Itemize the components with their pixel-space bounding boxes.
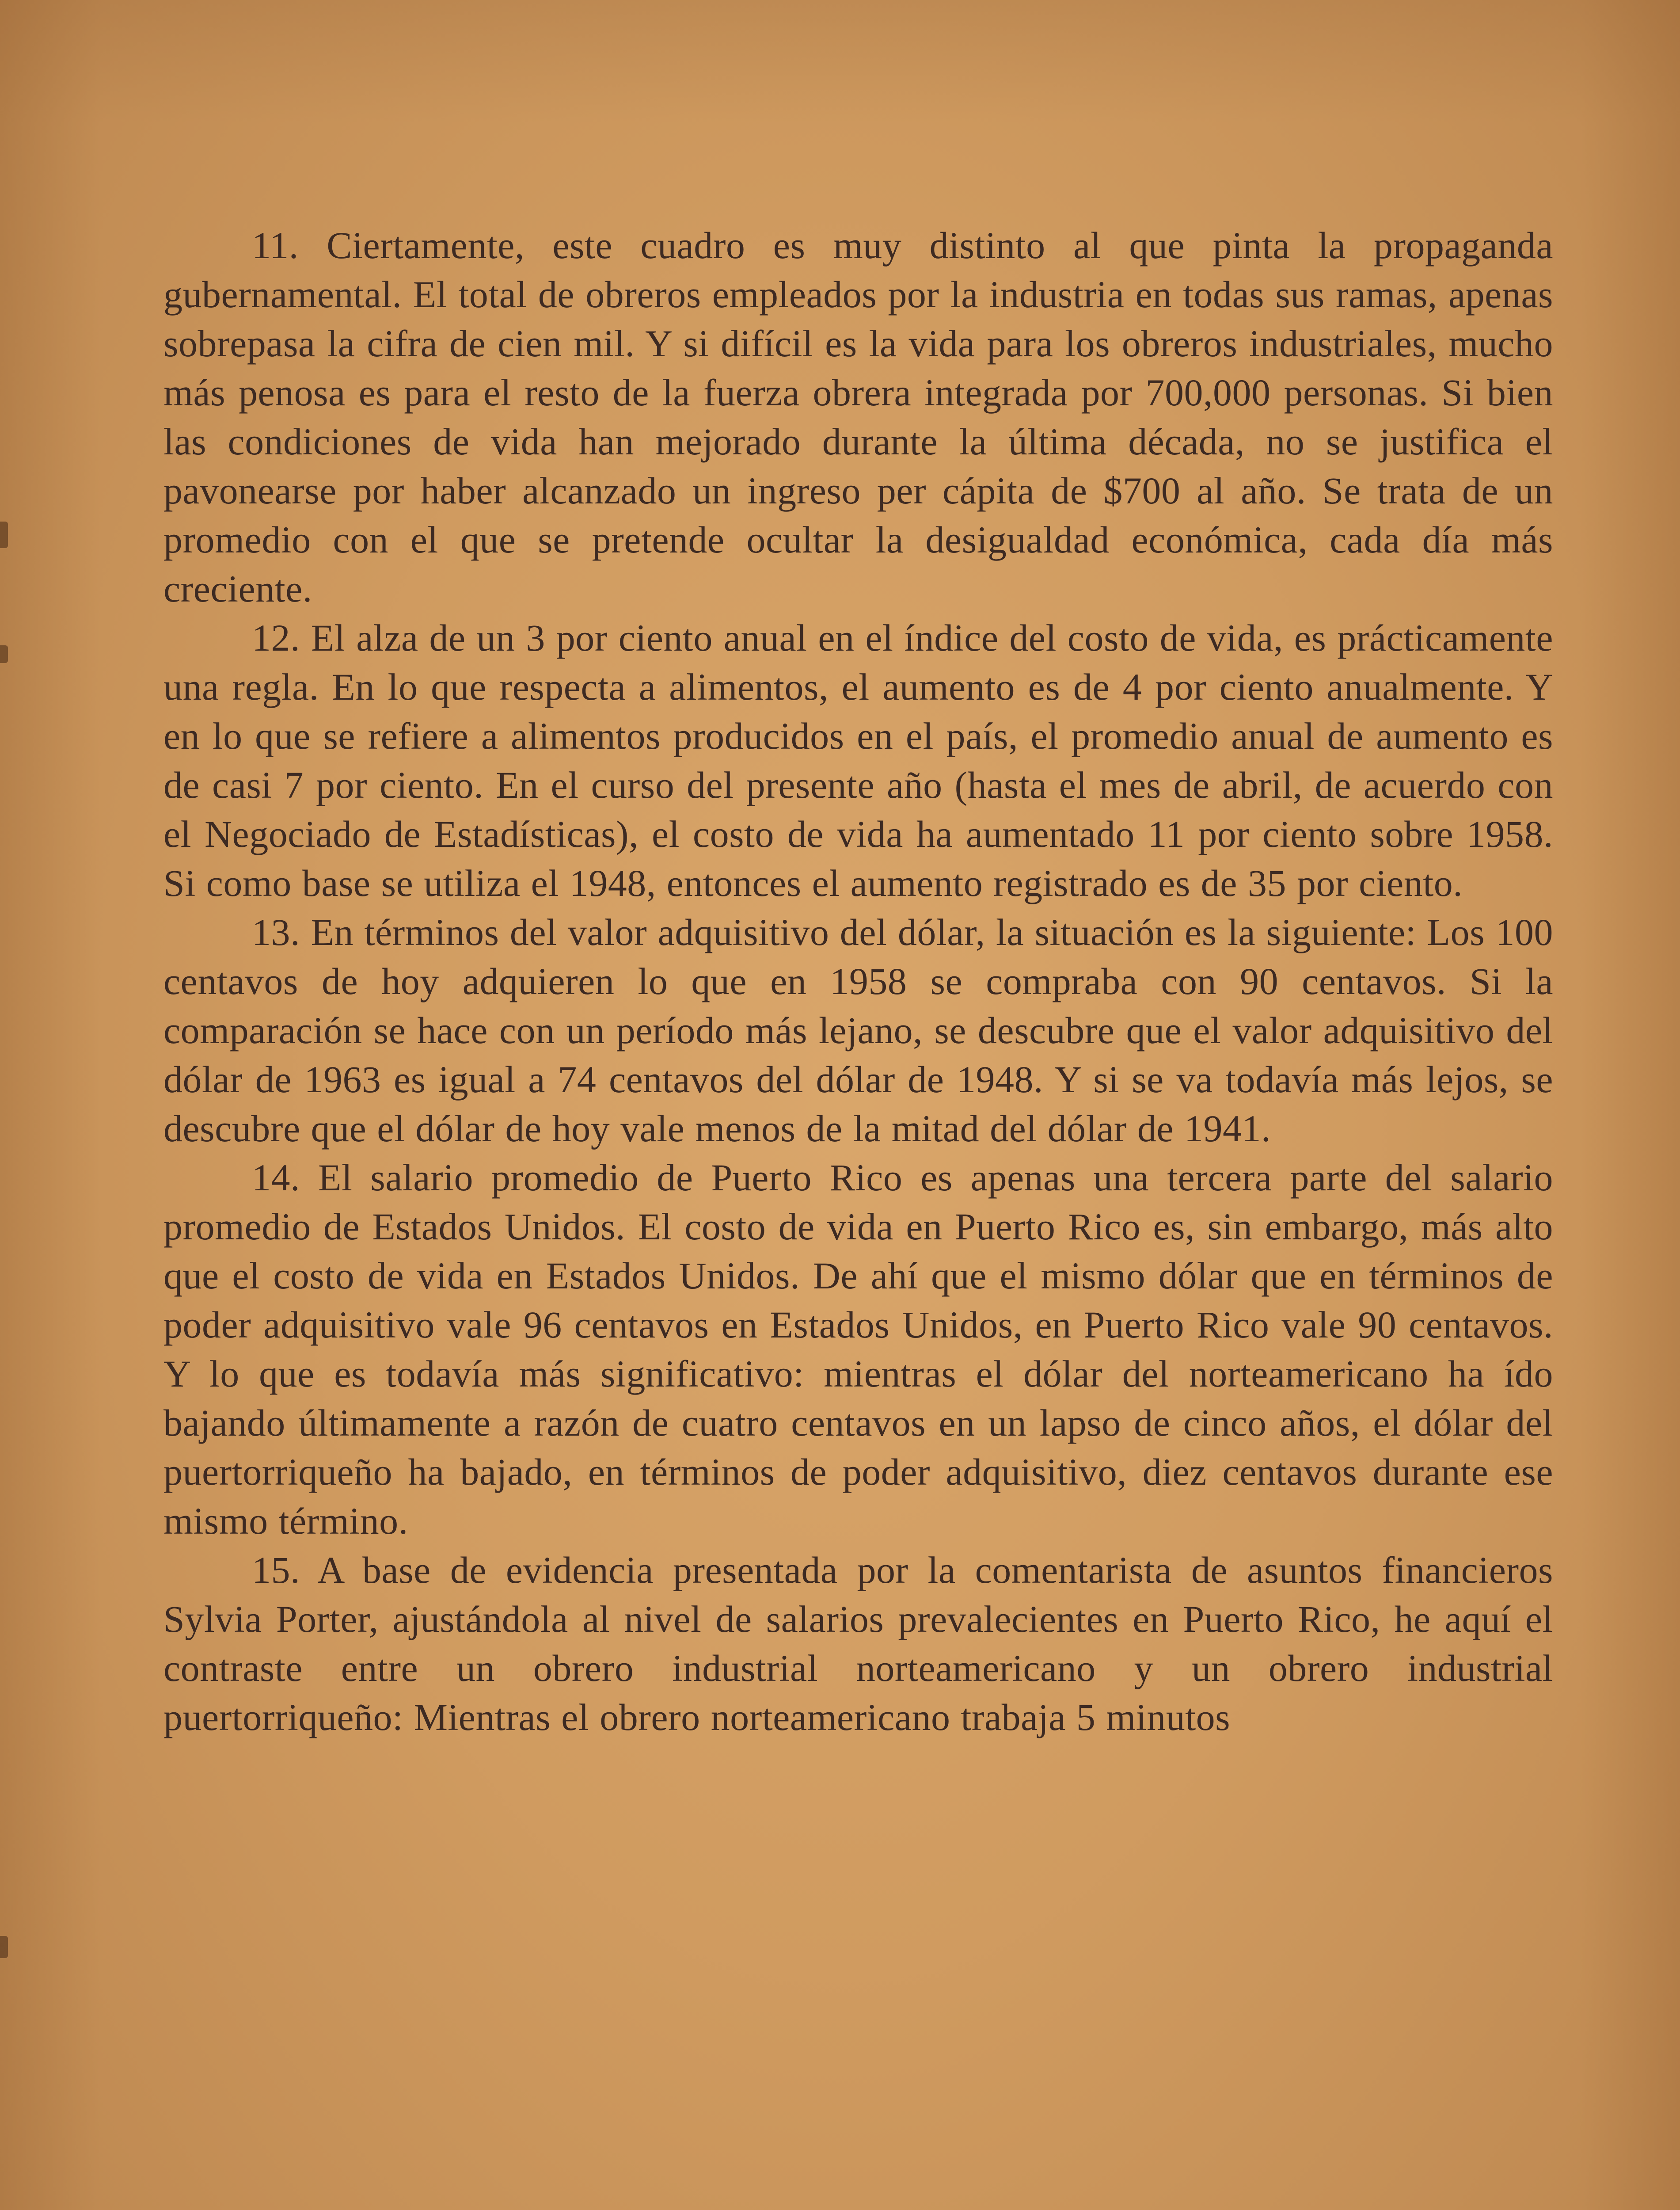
paragraph-number: 15. [252, 1549, 300, 1591]
paragraph-12 [163, 613, 1553, 908]
paragraph-13 [163, 908, 1553, 1153]
paragraph-number: 13. [252, 911, 300, 953]
page-edge-mark [0, 645, 8, 663]
paragraph-11 [163, 221, 1553, 613]
paragraph-number: 14. [252, 1156, 300, 1199]
paragraph-number: 12. [252, 617, 300, 659]
paragraph-text: Ciertamente, este cuadro es muy distinto al que pinta la propaganda gubernamental. El total de obreros empleados por la industria en todas sus ramas, apenas sobrepasa la cifra de cien mil. Y si difícil es la vida para los obreros industriales, mucho más penosa es para el resto de la fuerza obrera integrada por 700,000 personas. Si bien las condiciones de vida han mejorado durante la última década, no se justifica el pavonearse por haber alcanzado un ingreso per cápita de $700 al año. Se trata de un promedio con el que se pretende ocultar la desigualdad económica, cada día más creciente. [163, 224, 1553, 610]
paragraph-text: El alza de un 3 por ciento anual en el índice del costo de vida, es prácticamente una regla. En lo que respecta a alimentos, el aumento es de 4 por ciento anualmente. Y en lo que se refiere a alimentos producidos en el país, el promedio anual de aumento es de casi 7 por ciento. En el curso del presente año (hasta el mes de abril, de acuerdo con el Negociado de Estadísticas), el costo de vida ha aumentado 11 por ciento sobre 1958. Si como base se utiliza el 1948, entonces el aumento registrado es de 35 por ciento. [163, 617, 1553, 904]
paragraph-text: El salario promedio de Puerto Rico es apenas una tercera parte del salario promedio de Estados Unidos. El costo de vida en Puerto Rico es, sin embargo, más alto que el costo de vida en Estados Unidos. De ahí que el mismo dólar que en términos de poder adquisitivo vale 96 centavos en Estados Unidos, en Puerto Rico vale 90 centavos. Y lo que es todavía más significativo: mientras el dólar del norteamericano ha ído bajando últimamente a razón de cuatro centavos en un lapso de cinco años, el dólar del puertorriqueño ha bajado, en términos de poder adquisitivo, diez centavos durante ese mismo término. [163, 1156, 1553, 1542]
paragraph-text: En términos del valor adquisitivo del dólar, la situación es la siguiente: Los 100 centavos de hoy adquieren lo que en 1958 se compraba con 90 centavos. Si la comparación se hace con un período más lejano, se descubre que el valor adquisitivo del dólar de 1963 es igual a 74 centavos del dólar de 1948. Y si se va todavía más lejos, se descubre que el dólar de hoy vale menos de la mitad del dólar de 1941. [163, 911, 1553, 1150]
page-edge-mark [0, 522, 8, 548]
paragraph-14 [163, 1153, 1553, 1546]
document-page [163, 221, 1553, 2210]
paragraph-15 [163, 1546, 1553, 1742]
paragraph-text: A base de evidencia presentada por la comentarista de asuntos financieros Sylvia Porter, ajustándola al nivel de salarios prevalecientes en Puerto Rico, he aquí el contraste entre un obrero industrial norteamericano y un obrero industrial puertorriqueño: Mientras el obrero norteamericano trabaja 5 minutos [163, 1549, 1554, 1738]
page-edge-mark [0, 1936, 8, 1958]
paragraph-number: 11. [252, 224, 299, 267]
